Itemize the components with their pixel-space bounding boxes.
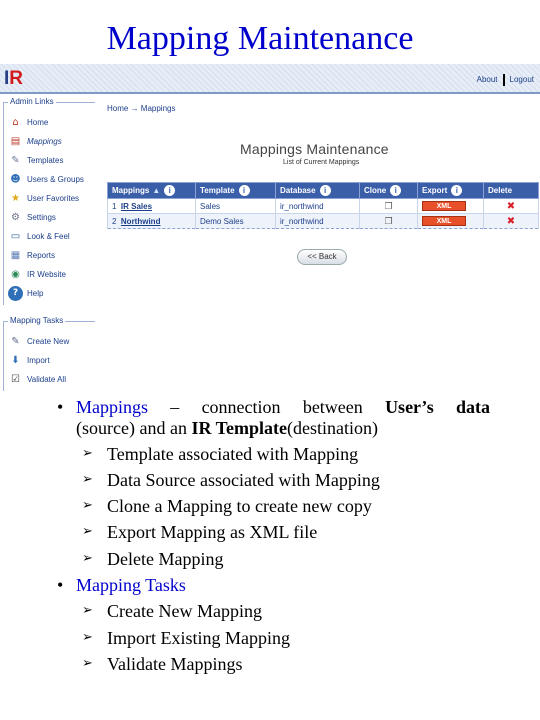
export-xml-button[interactable]: XML [422,216,466,226]
column-header-label: Database [280,186,316,195]
bullet-text: (destination) [286,418,378,438]
sub-bullet [82,651,242,677]
column-header-export [418,183,484,199]
admin-links-panel [3,97,95,305]
arrow-bullet-icon: ➢ [82,551,93,566]
arrow-bullet-icon: ➢ [82,603,93,618]
slide-title: Mapping Maintenance [106,20,414,57]
table-row [108,214,539,229]
sidebar-item-label: Mappings [27,137,62,146]
bullet-glyph: • [57,575,64,595]
task-create-new[interactable] [8,332,95,351]
bullet-mappings-line2 [76,415,378,441]
sidebar-item-label: Reports [27,251,56,260]
sub-bullet-text: Create New Mapping [107,601,262,621]
clone-icon[interactable]: ❐ [384,200,393,211]
task-label: Create New [27,337,70,346]
sidebar-item-label: Users & Groups [27,175,84,184]
sidebar-item-label: Templates [27,156,64,165]
info-icon[interactable]: i [320,185,331,196]
logo-letter-i: I [4,68,10,89]
sub-bullet [82,493,372,519]
sidebar-item-label: User Favorites [27,194,80,203]
bullet-mapping-tasks [76,572,186,598]
arrow-bullet-icon: ➢ [82,498,93,513]
clone-cell [360,214,418,229]
sub-bullet-text: Validate Mappings [107,654,243,674]
sidebar-item-ir-website[interactable] [8,265,95,284]
mappings-icon: ▤ [10,135,21,147]
page-subtitle: List of Current Mappings [283,159,360,166]
import-icon: ⬇ [11,354,20,366]
term-ir-template: IR Template [191,418,287,438]
task-label: Import [27,356,50,365]
clone-cell [360,199,418,214]
sidebar-item-reports[interactable] [8,246,95,265]
mapping-tasks-panel [3,316,95,391]
mapping-link[interactable]: IR Sales [120,201,153,211]
mapping-tasks-legend: Mapping Tasks [10,316,64,325]
column-header-label: Export [422,186,448,195]
users-icon: ☻ [10,173,21,185]
mapping-cell [108,214,196,229]
bullet-text: (source) and an [76,418,187,438]
help-icon: ? [8,286,23,301]
ir-logo[interactable] [4,68,26,90]
sub-bullet [82,625,290,651]
link-separator [503,74,505,86]
left-panel [3,97,95,401]
mappings-table [107,182,539,229]
table-header-row [108,183,539,199]
info-icon[interactable]: i [239,185,250,196]
delete-cell [484,214,539,229]
arrow-bullet-icon: ➢ [82,472,93,487]
task-validate-all[interactable] [8,370,95,389]
settings-icon: ⚙ [11,211,20,223]
database-cell: ir_northwind [276,214,360,229]
sidebar-item-label: Help [27,289,44,298]
arrow-bullet-icon: ➢ [82,446,93,461]
row-number: 1 [112,201,117,211]
mapping-link[interactable]: Northwind [120,216,161,226]
sidebar-item-mappings[interactable] [8,132,95,151]
sort-up-icon[interactable]: ▲ [152,186,161,195]
bullet-glyph: • [57,397,64,417]
column-header-template [196,183,276,199]
top-links [477,74,534,86]
delete-cell [484,199,539,214]
arrow-bullet-icon: ➢ [82,524,93,539]
delete-icon[interactable]: ✖ [506,200,516,212]
column-header-label: Template [200,186,235,195]
sub-bullet [82,546,223,572]
breadcrumb[interactable]: Home → Mappings [107,104,176,113]
house-icon: ⌂ [12,116,19,128]
column-header-delete [484,183,539,199]
about-link[interactable]: About [476,75,498,85]
sidebar-item-help[interactable] [8,284,95,303]
sub-bullet [82,519,317,545]
monitor-icon: ▭ [10,230,21,242]
app-screenshot [0,64,540,394]
admin-links-legend: Admin Links [10,97,54,106]
info-icon[interactable]: i [164,185,175,196]
sub-bullet-text: Clone a Mapping to create new copy [107,496,372,516]
page-title: Mappings Maintenance [240,141,389,157]
sidebar-item-look-feel[interactable] [8,227,95,246]
sidebar-item-templates[interactable] [8,151,95,170]
mapping-cell [108,199,196,214]
export-cell [418,214,484,229]
sub-bullet-text: Data Source associated with Mapping [107,470,380,490]
column-header-database [276,183,360,199]
back-button[interactable]: << Back [297,249,347,265]
column-header-label: Mappings [112,186,150,195]
templates-icon: ✎ [11,154,20,166]
task-import[interactable] [8,351,95,370]
database-cell: ir_northwind [276,199,360,214]
logout-link[interactable]: Logout [509,75,534,85]
info-icon[interactable]: i [451,185,462,196]
export-xml-button[interactable]: XML [422,201,466,211]
sidebar-item-label: Look & Feel [27,232,70,241]
sub-bullet-text: Delete Mapping [107,549,224,569]
export-cell [418,199,484,214]
sub-bullet [82,467,380,493]
sub-bullet-text: Template associated with Mapping [107,444,359,464]
sidebar-item-home[interactable] [8,113,95,132]
sidebar-item-label: IR Website [27,270,66,279]
create-icon: ✎ [11,335,20,347]
template-cell[interactable]: Sales [196,199,276,214]
column-header-mappings[interactable] [108,183,196,199]
sub-bullet-text: Import Existing Mapping [107,628,290,648]
validate-icon: ☑ [11,373,20,385]
top-bar [0,64,540,94]
arrow-bullet-icon: ➢ [82,656,93,671]
bullet-text: – connection between [148,397,386,417]
sidebar-item-settings[interactable] [8,208,95,227]
sub-bullet-text: Export Mapping as XML file [107,522,318,542]
sidebar-item-users[interactable] [8,170,95,189]
column-header-label: Delete [488,186,513,195]
term-user-data: User’s data [385,397,490,417]
template-cell[interactable]: Demo Sales [196,214,276,229]
term-mapping-tasks: Mapping Tasks [76,575,186,595]
sidebar-item-favorites[interactable] [8,189,95,208]
globe-icon: ◉ [11,268,20,280]
info-icon[interactable]: i [390,185,401,196]
reports-icon: ▦ [10,249,21,261]
clone-icon[interactable]: ❐ [384,215,393,226]
sub-bullet [82,598,262,624]
arrow-bullet-icon: ➢ [82,630,93,645]
column-header-clone [360,183,418,199]
table-row [108,199,539,214]
sub-bullet [82,441,358,467]
delete-icon[interactable]: ✖ [506,215,516,227]
sidebar-item-label: Home [27,118,49,127]
task-label: Validate All [27,375,66,384]
logo-letter-r: R [9,68,24,89]
star-icon: ★ [11,192,20,204]
column-header-label: Clone [364,186,387,195]
term-mappings: Mappings [76,397,148,417]
sidebar-item-label: Settings [27,213,56,222]
row-number: 2 [112,216,117,226]
